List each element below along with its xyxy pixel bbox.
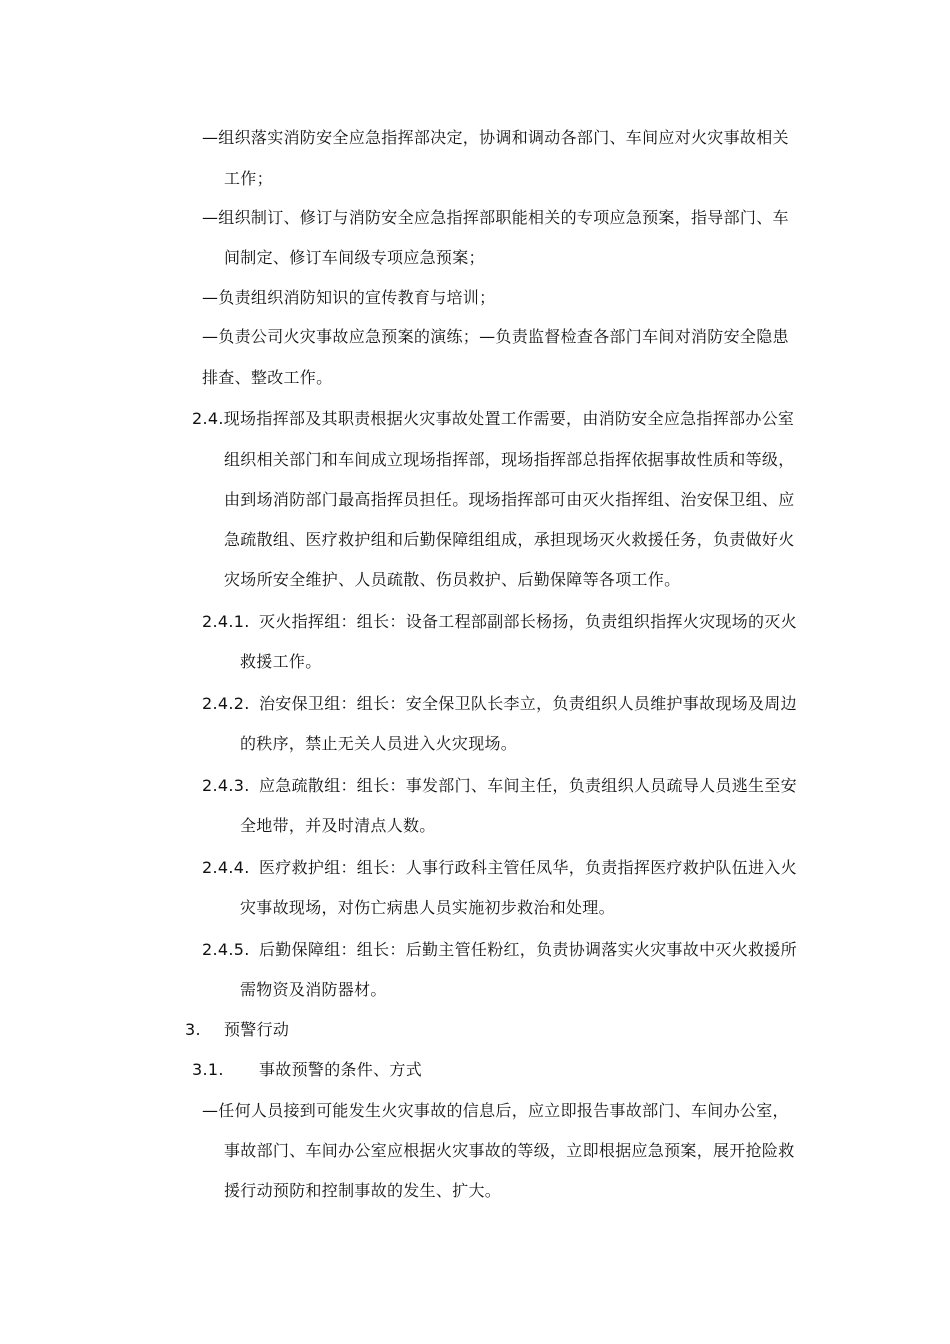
text-line: 医疗救护组：组长：人事行政科主管任凤华，负责指挥医疗救护队伍进入火	[259, 858, 797, 877]
text-line: 的秩序，禁止无关人员进入火灾现场。	[240, 734, 518, 753]
text-line: 治安保卫组：组长：安全保卫队长李立，负责组织人员维护事故现场及周边	[259, 694, 797, 713]
text-line: 灭火指挥组：组长：设备工程部副部长杨扬，负责组织指挥火灾现场的灭火	[259, 612, 797, 631]
text-line: 援行动预防和控制事故的发生、扩大。	[224, 1181, 502, 1200]
subsection-number: 2.4.5.	[202, 940, 250, 959]
text-line: —任何人员接到可能发生火灾事故的信息后，应立即报告事故部门、车间办公室，	[202, 1101, 789, 1120]
text-line: —组织制订、修订与消防安全应急指挥部职能相关的专项应急预案，指导部门、车	[202, 208, 789, 227]
text-line: 间制定、修订车间级专项应急预案；	[224, 248, 485, 267]
text-line: 后勤保障组：组长：后勤主管任粉红，负责协调落实火灾事故中灭火救援所	[259, 940, 797, 959]
text-line: 事故部门、车间办公室应根据火灾事故的等级，立即根据应急预案，展开抢险救	[224, 1141, 795, 1160]
subsection-number: 2.4.4.	[202, 858, 250, 877]
text-line: —组织落实消防安全应急指挥部决定，协调和调动各部门、车间应对火灾事故相关	[202, 128, 789, 147]
text-line: 排查、整改工作。	[202, 368, 333, 387]
text-line: —负责组织消防知识的宣传教育与培训；	[202, 288, 496, 307]
subsection-number: 2.4.2.	[202, 694, 250, 713]
text-line: 灾场所安全维护、人员疏散、伤员救护、后勤保障等各项工作。	[224, 570, 681, 589]
section-number: 3.	[185, 1020, 201, 1039]
text-line: 工作；	[224, 169, 273, 188]
subsection-title: 事故预警的条件、方式	[259, 1060, 423, 1079]
text-line: 灾事故现场，对伤亡病患人员实施初步救治和处理。	[240, 898, 615, 917]
text-line: 需物资及消防器材。	[240, 980, 387, 999]
text-line: 救援工作。	[240, 652, 322, 671]
subsection-number: 3.1.	[192, 1060, 224, 1079]
section-title: 预警行动	[224, 1020, 290, 1039]
text-line: 由到场消防部门最高指挥员担任。现场指挥部可由灭火指挥组、治安保卫组、应	[224, 490, 795, 509]
text-line: 全地带，并及时清点人数。	[240, 816, 436, 835]
subsection-number: 2.4.1.	[202, 612, 250, 631]
text-line: —负责公司火灾事故应急预案的演练；—负责监督检查各部门车间对消防安全隐患	[202, 327, 789, 346]
text-line: 急疏散组、医疗救护组和后勤保障组组成，承担现场灭火救援任务，负责做好火	[224, 530, 795, 549]
text-line: 组织相关部门和车间成立现场指挥部，现场指挥部总指挥依据事故性质和等级，	[224, 450, 795, 469]
text-line: 应急疏散组：组长：事发部门、车间主任，负责组织人员疏导人员逃生至安	[259, 776, 797, 795]
subsection-number: 2.4.3.	[202, 776, 250, 795]
section-heading: 2.4.现场指挥部及其职责根据火灾事故处置工作需要，由消防安全应急指挥部办公室	[192, 409, 795, 428]
